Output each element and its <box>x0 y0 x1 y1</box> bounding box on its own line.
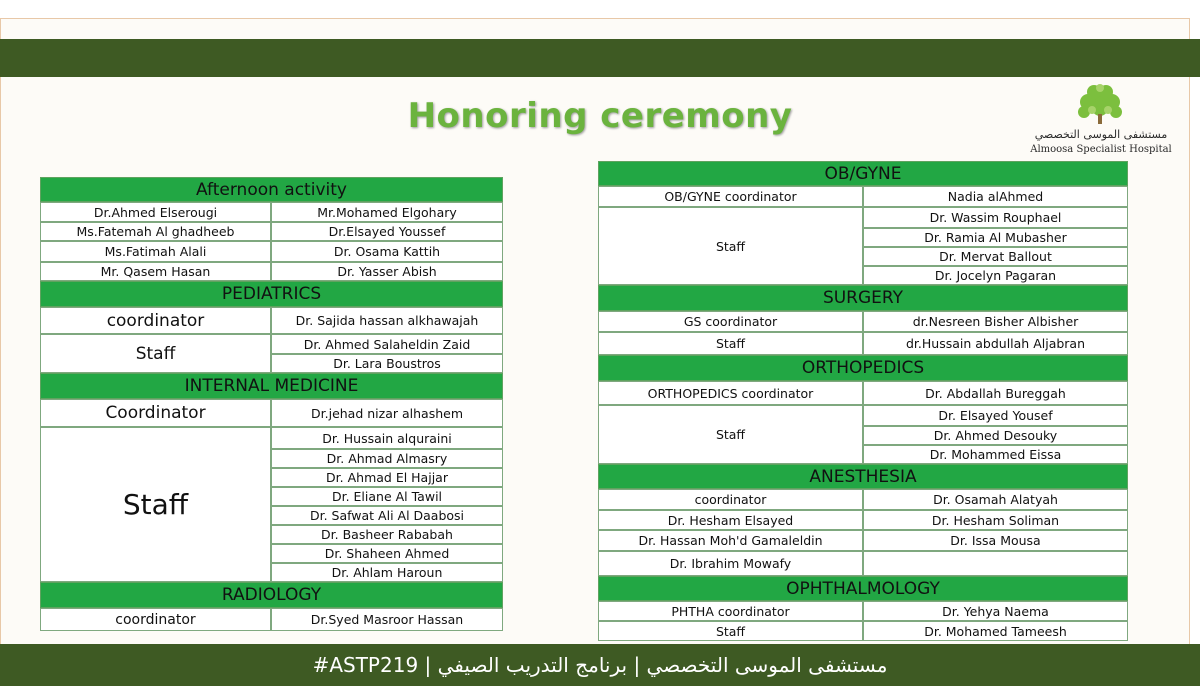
afternoon-cell: Mr. Qasem Hasan <box>40 262 271 281</box>
orthopedics-header: ORTHOPEDICS <box>598 355 1128 381</box>
anesthesia-cell: Dr. Issa Mousa <box>863 530 1128 551</box>
left-table <box>40 177 503 631</box>
afternoon-header: Afternoon activity <box>40 177 503 202</box>
footer-text: #ASTP219 | مستشفى الموسى التخصصي | برنامج التدريب الصيفي <box>312 653 888 677</box>
surgery-header: SURGERY <box>598 285 1128 311</box>
page-title: Honoring ceremony <box>407 96 793 136</box>
surgery-staff-label: Staff <box>598 332 863 355</box>
ortho-staff: Dr. Ahmed Desouky <box>863 426 1128 445</box>
obgyne-staff: Dr. Mervat Ballout <box>863 247 1128 266</box>
internal-staff: Dr. Hussain alquraini <box>271 427 503 449</box>
surgery-staff: dr.Hussain abdullah Aljabran <box>863 332 1128 355</box>
internal-staff: Dr. Ahmad Almasry <box>271 449 503 468</box>
obgyne-staff-label: Staff <box>598 207 863 285</box>
obgyne-coordinator-label: OB/GYNE coordinator <box>598 186 863 207</box>
right-table <box>598 161 1128 641</box>
afternoon-cell: Dr. Osama Kattih <box>271 241 503 262</box>
top-banner <box>0 39 1200 77</box>
ophtha-coordinator-label: PHTHA coordinator <box>598 601 863 621</box>
obgyne-header: OB/GYNE <box>598 161 1128 186</box>
obgyne-staff: Dr. Wassim Rouphael <box>863 207 1128 228</box>
internal-staff: Dr. Safwat Ali Al Daabosi <box>271 506 503 525</box>
afternoon-cell: Dr.Elsayed Youssef <box>271 222 503 241</box>
ortho-staff: Dr. Elsayed Yousef <box>863 405 1128 426</box>
internal-staff: Dr. Basheer Rababah <box>271 525 503 544</box>
internal-staff: Dr. Shaheen Ahmed <box>271 544 503 563</box>
internal-staff: Dr. Ahlam Haroun <box>271 563 503 582</box>
afternoon-cell: Mr.Mohamed Elgohary <box>271 202 503 222</box>
ophtha-staff: Dr. Mohamed Tameesh <box>863 621 1128 641</box>
anesthesia-cell: Dr. Ibrahim Mowafy <box>598 551 863 576</box>
ortho-staff-label: Staff <box>598 405 863 464</box>
pediatrics-coordinator-label: coordinator <box>40 307 271 334</box>
radiology-coordinator: Dr.Syed Masroor Hassan <box>271 608 503 631</box>
surgery-coordinator-label: GS coordinator <box>598 311 863 332</box>
afternoon-cell: Ms.Fatimah Alali <box>40 241 271 262</box>
internal-staff-label: Staff <box>40 427 271 582</box>
ortho-staff: Dr. Mohammed Eissa <box>863 445 1128 464</box>
radiology-coordinator-label: coordinator <box>40 608 271 631</box>
obgyne-staff: Dr. Ramia Al Mubasher <box>863 228 1128 247</box>
internal-staff: Dr. Eliane Al Tawil <box>271 487 503 506</box>
pediatrics-staff: Dr. Ahmed Salaheldin Zaid <box>271 334 503 354</box>
internal-staff: Dr. Ahmad El Hajjar <box>271 468 503 487</box>
pediatrics-staff: Dr. Lara Boustros <box>271 354 503 373</box>
footer-banner <box>0 644 1200 686</box>
internal-medicine-header: INTERNAL MEDICINE <box>40 373 503 399</box>
surgery-coordinator: dr.Nesreen Bisher Albisher <box>863 311 1128 332</box>
anesthesia-cell: Dr. Hesham Elsayed <box>598 510 863 530</box>
afternoon-cell: Dr. Yasser Abish <box>271 262 503 281</box>
radiology-header: RADIOLOGY <box>40 582 503 608</box>
internal-coordinator-label: Coordinator <box>40 399 271 427</box>
ophtha-coordinator: Dr. Yehya Naema <box>863 601 1128 621</box>
ophthalmology-header: OPHTHALMOLOGY <box>598 576 1128 601</box>
pediatrics-header: PEDIATRICS <box>40 281 503 307</box>
logo-arabic-text: مستشفى الموسى التخصصي <box>1034 128 1168 141</box>
ortho-coordinator: Dr. Abdallah Bureggah <box>863 381 1128 405</box>
ophtha-staff-label: Staff <box>598 621 863 641</box>
afternoon-cell: Ms.Fatemah Al ghadheeb <box>40 222 271 241</box>
ortho-coordinator-label: ORTHOPEDICS coordinator <box>598 381 863 405</box>
pediatrics-coordinator: Dr. Sajida hassan alkhawajah <box>271 307 503 334</box>
anesthesia-cell: Dr. Hesham Soliman <box>863 510 1128 530</box>
anesthesia-header: ANESTHESIA <box>598 464 1128 489</box>
obgyne-staff: Dr. Jocelyn Pagaran <box>863 266 1128 285</box>
internal-coordinator: Dr.jehad nizar alhashem <box>271 399 503 427</box>
anesthesia-cell <box>863 551 1128 576</box>
afternoon-cell: Dr.Ahmed Elserougi <box>40 202 271 222</box>
anesthesia-cell: Dr. Hassan Moh'd Gamaleldin <box>598 530 863 551</box>
logo-english-text: Almoosa Specialist Hospital <box>1030 144 1172 155</box>
anesthesia-cell: coordinator <box>598 489 863 510</box>
pediatrics-staff-label: Staff <box>40 334 271 373</box>
obgyne-coordinator: Nadia alAhmed <box>863 186 1128 207</box>
anesthesia-cell: Dr. Osamah Alatyah <box>863 489 1128 510</box>
